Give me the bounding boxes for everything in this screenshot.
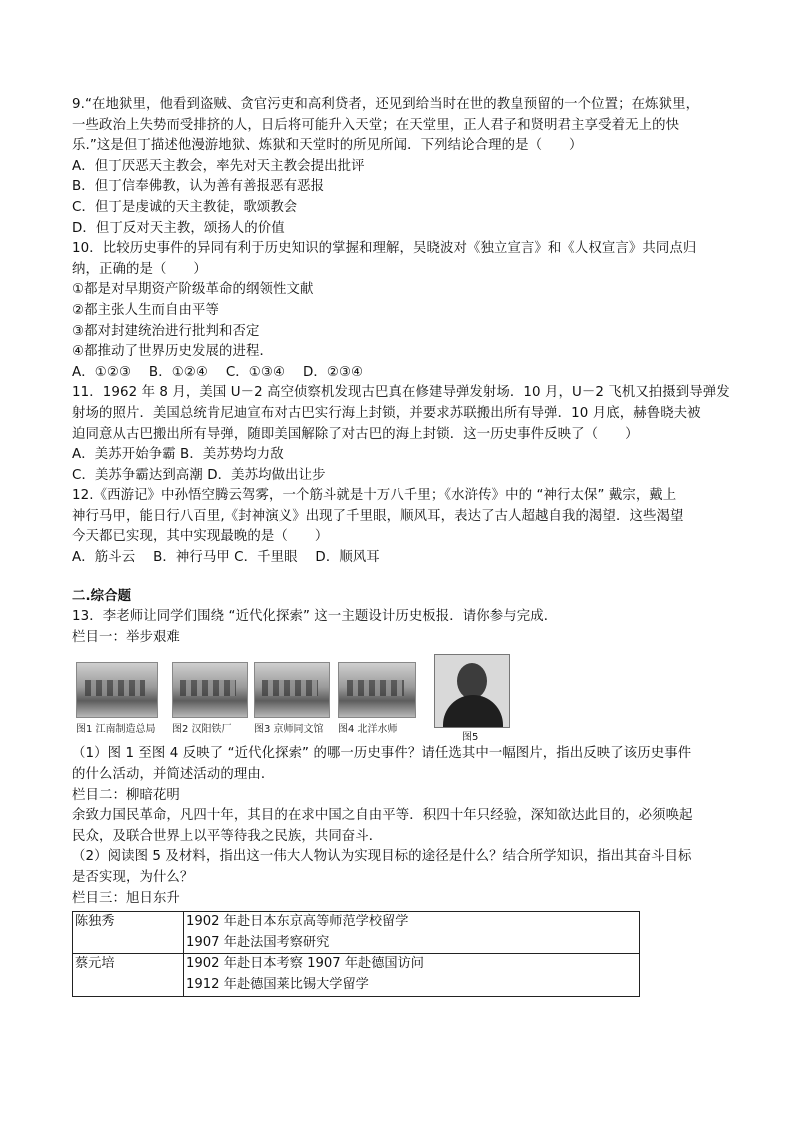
table-cell-details — [184, 954, 640, 996]
q11-options-ab: A．美苏开始争霸 B．美苏势均力敌 — [72, 447, 284, 463]
q12-stem-line-2: 神行马甲，能日行八百里,《封神演义》出现了千里眼，顺风耳，表达了古人超越自我的渴望．这些渴望 — [72, 508, 684, 524]
q11-stem-line-2: 射场的照片．美国总统肯尼迪宣布对古巴实行海上封锁，并要求苏联搬出所有导弹．10 月底，赫鲁晓夫被 — [72, 405, 701, 421]
table-cell-name: 陈独秀 — [73, 912, 184, 954]
photo-5-caption: 图5 — [462, 732, 479, 744]
q12-stem-line-3: 今天都已实现，其中实现最晚的是（ ） — [72, 529, 329, 545]
column-2-title: 栏目二：柳暗花明 — [72, 787, 180, 803]
q10-statement-4: ④都推动了世界历史发展的进程． — [72, 344, 273, 360]
q10-statement-1: ①都是对早期资产阶级革命的纲领性文献 — [72, 282, 314, 298]
q10-statement-2: ②都主张人生而自由平等 — [72, 302, 220, 318]
photo-4-caption: 图4 北洋水师 — [338, 724, 398, 736]
study-abroad-table — [72, 911, 640, 996]
table-detail-line: 1912 年赴德国莱比锡大学留学 — [186, 976, 369, 992]
q11-options-cd: C．美苏争霸达到高潮 D．美苏均做出让步 — [72, 467, 326, 483]
q9-stem-line-3: 乐.”这是但丁描述他漫游地狱、炼狱和天堂时的所见所闻．下列结论合理的是（ ） — [72, 138, 583, 154]
q13-1-line-2: 的什么活动，并简述活动的理由． — [72, 767, 275, 783]
column-3-title: 栏目三：旭日东升 — [72, 890, 180, 906]
q12-options: A．筋斗云 B．神行马甲 C．千里眼 D．顺风耳 — [72, 550, 380, 566]
question-9 — [72, 95, 724, 239]
column-2-text-line-2: 民众，及联合世界上以平等待我之民族，共同奋斗． — [72, 828, 383, 844]
q10-stem-line-1: 10．比较历史事件的异同有利于历史知识的掌握和理解，吴晓波对《独立宣言》和《人权宣言》共同点归 — [72, 241, 697, 257]
section-gap — [72, 569, 724, 587]
section-2-title: 二.综合题 — [72, 588, 132, 604]
table-cell-name: 蔡元培 — [73, 954, 184, 996]
column-1-title: 栏目一：举步艰难 — [72, 629, 180, 645]
q9-option-a: A．但丁厌恶天主教会，率先对天主教会提出批评 — [72, 158, 365, 174]
beiyang-fleet-image — [338, 662, 416, 718]
photo-2-caption: 图2 汉阳铁厂 — [172, 724, 232, 736]
table-detail-line: 1902 年赴日本考察 1907 年赴德国访问 — [186, 956, 424, 972]
photo-2 — [172, 662, 248, 736]
table-row — [73, 912, 640, 954]
table-detail-line: 1902 年赴日本东京高等师范学校留学 — [186, 914, 409, 930]
q10-stem-line-2: 纳，正确的是（ ） — [72, 261, 207, 277]
section-2 — [72, 587, 724, 997]
column-2-text-line-1: 余致力国民革命，凡四十年，其目的在求中国之自由平等．积四十年只经验，深知欲达此目的，必须唤起 — [72, 808, 693, 824]
photo-1 — [76, 662, 158, 736]
table-cell-details — [184, 912, 640, 954]
q12-stem-line-1: 12.《西游记》中孙悟空腾云驾雾，一个筋斗就是十万八千里；《水浒传》中的 “神行太保” 戴宗，戴上 — [72, 488, 677, 504]
q9-option-b: B．但丁信奉佛教，认为善有善报恶有恶报 — [72, 179, 325, 195]
jiangnan-arsenal-image — [76, 662, 158, 718]
exam-page — [72, 95, 730, 997]
photo-3 — [254, 662, 330, 736]
question-12 — [72, 486, 724, 568]
hanyang-ironworks-image — [172, 662, 248, 718]
q10-statement-3: ③都对封建统治进行批判和否定 — [72, 323, 260, 339]
photo-3-caption: 图3 京师同文馆 — [254, 724, 324, 736]
q13-1-line-1: （1）图 1 至图 4 反映了 “近代化探索” 的哪一历史事件？请任选其中一幅图片，指出反映了该历史事件 — [72, 746, 692, 762]
photo-4 — [338, 662, 416, 736]
q9-option-c: C．但丁是虔诚的天主教徒，歌颂教会 — [72, 199, 298, 215]
q9-stem-line-1: 9.“在地狱里，他看到盗贼、贪官污吏和高利贷者，还见到给当时在世的教皇预留的一个位置；在炼狱里， — [72, 97, 700, 112]
q13-2-line-2: 是否实现，为什么？ — [72, 870, 194, 885]
table-detail-line: 1907 年赴法国考察研究 — [186, 934, 330, 950]
q13-2-line-1: （2）阅读图 5 及材料，指出这一伟大人物认为实现目标的途径是什么？结合所学知识，指出其奋斗目标 — [72, 849, 692, 865]
q9-option-d: D．但丁反对天主教，颂扬人的价值 — [72, 220, 285, 236]
tongwenguan-image — [254, 662, 330, 718]
photo-strip — [72, 654, 724, 742]
q11-stem-line-1: 11．1962 年 8 月，美国 U－2 高空侦察机发现古巴真在修建导弹发射场．10 月，U－2 飞机又拍摄到导弹发 — [72, 385, 730, 401]
question-11 — [72, 383, 730, 486]
question-10 — [72, 239, 724, 383]
q10-options: A．①②③ B．①②④ C．①③④ D．②③④ — [72, 364, 364, 380]
portrait-image — [434, 654, 510, 728]
q13-intro: 13．李老师让同学们围绕 “近代化探索” 这一主题设计历史板报．请你参与完成． — [72, 609, 558, 625]
q11-stem-line-3: 迫同意从古巴搬出所有导弹，随即美国解除了对古巴的海上封锁．这一历史事件反映了（ ） — [72, 426, 639, 442]
q9-stem-line-2: 一些政治上失势而受排挤的人，日后将可能升入天堂；在天堂里，正人君子和贤明君主享受着无上的快 — [72, 117, 680, 133]
photo-1-caption: 图1 江南制造总局 — [76, 724, 156, 736]
table-row — [73, 954, 640, 996]
